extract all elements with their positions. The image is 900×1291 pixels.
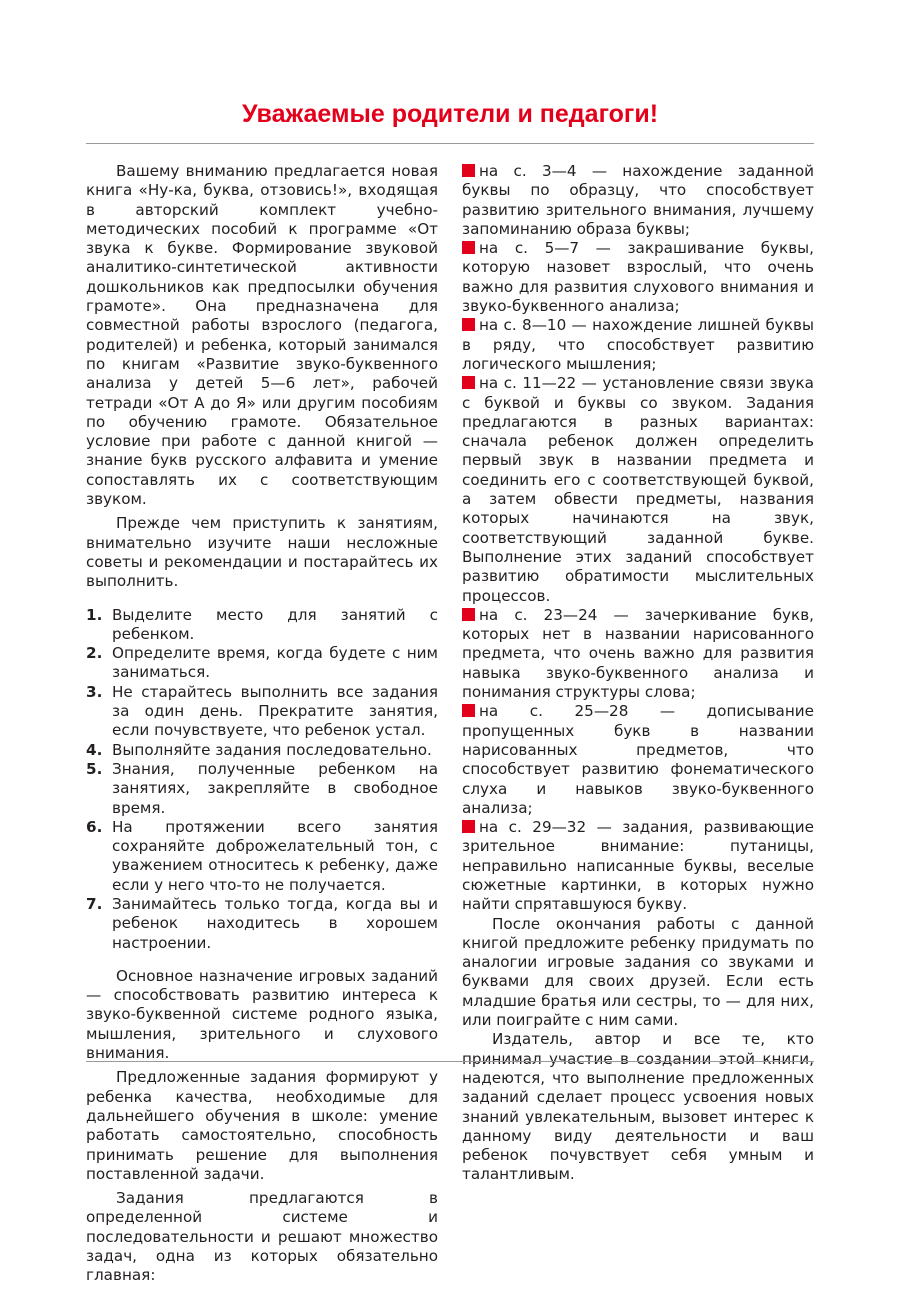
page-title: Уважаемые родители и педагоги! [241,100,659,128]
bottom-divider [86,1061,814,1062]
red-square-marker-icon [462,318,475,331]
top-divider [86,143,814,144]
list-item-text: Выделите место для занятий с ребенком. [112,605,438,643]
red-square-marker-icon [462,241,475,254]
task-item-text: на с. 11—22 — установление связи звука с буквой и буквы со звуком. Задания предлагаются в разных вариантах: сначала ребенок должен определить первый звук в названии предмета и соединить его с соответствующей буквой, а затем обвести предметы, названия которых начинаются на звук, соответствующий заданной букве. Выполнение этих заданий способствует развитию обратимости мыслительных процессов. [462,374,814,605]
list-item-text: На протяжении всего занятия сохраняйте доброжелательный тон, с уважением относитесь к ребенку, даже если у него что-то не получается. [112,817,438,894]
body-paragraph: Задания предлагаются в определенной системе и последовательности и решают множество задач, одна из которых обязательно главная: [86,1189,438,1285]
task-item [462,162,814,239]
list-item-text: Занимайтесь только тогда, когда вы и ребенок находитесь в хорошем настроении. [112,894,438,952]
list-item-number: 7. [86,894,103,913]
task-item-text: на с. 25—28 — дописывание пропущенных букв в названии нарисованных предметов, что способствует развитию фонематического слуха и навыков звуко-буквенного анализа; [462,702,814,817]
list-item [86,644,438,683]
task-item [462,239,814,316]
closing-paragraph: Издатель, автор и все те, кто принимал участие в создании этой книги, надеются, что выполнение предложенных заданий сделает процесс усвоения новых знаний увлекательным, вызовет интерес к данному виду деятельности и ваш ребенок почувствует себя умным и талантливым. [462,1030,814,1184]
task-item-text: на с. 3—4 — нахождение заданной буквы по образцу, что способствует развитию зрительного внимания, лучшему запоминанию образа буквы; [462,162,814,238]
task-item [462,374,814,606]
list-item-text: Знания, полученные ребенком на занятиях, закрепляйте в свободное время. [112,759,438,817]
red-square-marker-icon [462,820,475,833]
task-item [462,606,814,702]
list-item [86,818,438,895]
task-item-text: на с. 29—32 — задания, развивающие зрительное внимание: путаницы, неправильно написанные буквы, веселые сюжетные картинки, в которых нужно найти спрятавшуюся букву. [462,818,814,914]
list-item-number: 2. [86,644,103,663]
list-item [86,606,438,645]
list-item-text: Определите время, когда будете с ним заниматься. [112,644,438,682]
right-column [462,162,814,1185]
list-item [86,760,438,818]
list-item-number: 6. [86,817,103,836]
red-square-marker-icon [462,376,475,389]
task-item-text: на с. 5—7 — закрашивание буквы, которую назовет взрослый, что очень важно для развития слухового внимания и звуко-буквенного анализа; [462,239,814,316]
list-item [86,741,438,760]
red-square-marker-icon [462,164,475,177]
list-item [86,895,438,953]
advice-list [86,606,438,953]
red-square-marker-icon [462,608,475,621]
body-paragraph: Основное назначение игровых заданий — способствовать развитию интереса к звуко-буквенной системе родного языка, мышления, зрительного и слухового внимания. [86,966,438,1063]
task-item-text: на с. 8—10 — нахождение лишней буквы в ряду, что способствует развитию логического мышления; [462,316,814,373]
left-column [86,162,438,1291]
body-paragraph: Предложенные задания формируют у ребенка качества, необходимые для дальнейшего обучения в школе: умение работать самостоятельно, способность принимать решение для выполнения поставленной задачи. [86,1068,438,1183]
closing-paragraph: После окончания работы с данной книгой предложите ребенку придумать по аналогии игровые задания со звуками и буквами для своих друзей. Если есть младшие братья или сестры, то — для них, или поиграйте с ним сами. [462,914,814,1030]
task-item [462,818,814,914]
list-item [86,683,438,741]
task-item [462,702,814,818]
list-item-text: Не старайтесь выполнить все задания за один день. Прекратите занятия, если почувствуете, что ребенок устал. [112,682,438,740]
intro-paragraph: Прежде чем приступить к занятиям, внимательно изучите наши несложные советы и рекомендации и постарайтесь их выполнить. [86,514,438,591]
list-item-number: 5. [86,759,103,778]
task-item [462,316,814,374]
list-item-number: 4. [86,740,103,759]
task-item-text: на с. 23—24 — зачеркивание букв, которых нет в названии нарисованного предмета, что очень важно для развития навыка звуко-буквенного анализа и понимания структуры слова; [462,605,814,702]
intro-paragraph: Вашему вниманию предлагается новая книга «Ну-ка, буква, отзовись!», входящая в авторский комплект учебно-методических пособий к программе «От звука к букве. Формирование звуковой аналитико-синтетической активности дошкольников как предпосылки обучения грамоте». Она предназначена для совместной работы взрослого (педагога, родителей) и ребенка, который занимался по книгам «Развитие звуко-буквенного анализа у детей 5—6 лет», рабочей тетради «От А до Я» или другим пособиям по обучению грамоте. Обязательное условие при работе с данной книгой — знание букв русского алфавита и умение сопоставлять их с соответствующим звуком. [86,162,438,509]
list-item-number: 3. [86,682,103,701]
red-square-marker-icon [462,704,475,717]
list-item-number: 1. [86,605,103,624]
list-item-text: Выполняйте задания последовательно. [112,740,432,759]
